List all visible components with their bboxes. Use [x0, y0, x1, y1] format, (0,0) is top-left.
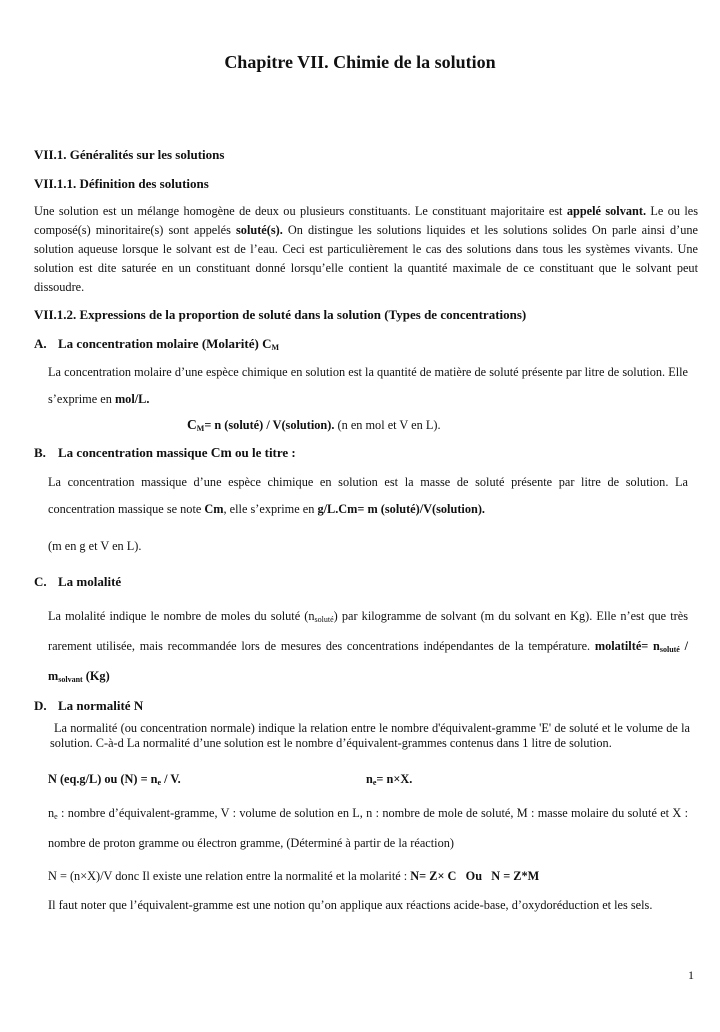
heading-c: C. La molalité	[34, 574, 122, 589]
paragraph-b: La concentration massique d’une espèce chimique en solution est la masse de soluté présente par litre de solution. La concentration massique se note Cm, elle s’exprime en g/L.Cm= m (soluté)/V(solution).	[48, 475, 688, 516]
heading-d: D. La normalité N	[34, 698, 144, 713]
heading-b: B. La concentration massique Cm ou le titre :	[34, 445, 296, 460]
note-b: (m en g et V en L).	[48, 539, 142, 553]
formula-normality: N (eq.g/L) ou $(N) = n_e / V$.	[48, 772, 181, 787]
definition-paragraph: Une solution est un mélange homogène de deux ou plusieurs constituants. Le constituant majoritaire est appelé solvant. Le ou les composé(s) minoritaire(s) sont appelés soluté(s). On distingue les solutions liquides et les solutions solides On parle ainsi d’une solution aqueuse lorsque le solvant est de l’eau. Ceci est particulièrement le cas des solutions dans tous les systèmes vivants. Une solution est dite saturée en un constituant donné lorsqu’elle contient la quantité maximale de ce constituant que le solvant peut dissoudre.	[34, 204, 699, 294]
relation-normality-molarity: N = (n×X)/V donc Il existe une relation entre la normalité et la molarité : N= Z× C Ou N = Z*M	[48, 869, 540, 883]
page-number: 1	[688, 968, 694, 982]
definition-list-d: $n_e$ : nombre d’équivalent-gramme, V : volume de solution en L, n : nombre de mole de soluté, M : masse molaire du soluté et X : nombre de proton gramme ou électron gramme, (Déterminé à partir de la réaction)	[48, 806, 688, 850]
section-heading-1-2: VII.1.2. Expressions de la proportion de soluté dans la solution (Types de concentrations)	[34, 307, 527, 322]
section-heading-1-1: VII.1.1. Définition des solutions	[34, 176, 209, 191]
paragraph-a: La concentration molaire d’une espèce chimique en solution est la quantité de matière de soluté présente par litre de solution. Elle s’exprime en mol/L.	[48, 365, 688, 406]
formula-molarity: $C_M= n$ (soluté) / V(solution). (n en mol et V en L).	[187, 417, 441, 433]
note-d: Il faut noter que l’équivalent-gramme est une notion qu’on applique aux réactions acide-base, d’oxydoréduction et les sels.	[48, 898, 653, 912]
paragraph-d: La normalité (ou concentration normale) indique la relation entre le nombre d'équivalent-gramme 'E' de soluté et le volume de la solution. C-à-d La normalité d’une solution est le nombre d’équivalent-grammes contenus dans 1 litre de solution.	[50, 721, 690, 750]
heading-a: A. La concentration molaire (Molarité) $C_M$	[34, 336, 280, 352]
formula-equivalent: $n_e= n\times X$.	[366, 772, 413, 787]
paragraph-c: La molalité indique le nombre de moles du soluté $(n_{soluté})$ par kilogramme de solvant (m du solvant en Kg). Elle n’est que très rarement utilisée, mais recommandée lors de mesures des concentrations indépendantes de la température. molatilté= $n_{soluté} / m_{solvant}$ (Kg)	[48, 609, 688, 684]
chapter-title: Chapitre VII. Chimie de la solution	[224, 52, 496, 72]
section-heading-1: VII.1. Généralités sur les solutions	[34, 147, 225, 162]
